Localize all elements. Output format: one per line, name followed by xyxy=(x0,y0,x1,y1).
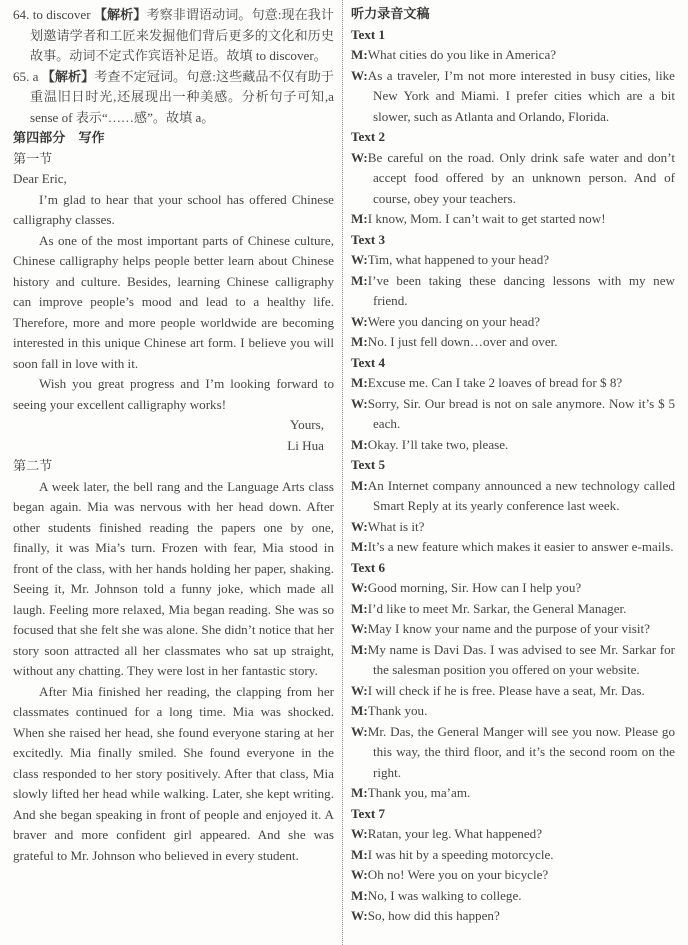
dialogue-text: I’ve been taking these dancing lessons with my new friend. xyxy=(367,272,675,308)
speaker-label: M: xyxy=(351,703,368,718)
speaker-label: W: xyxy=(351,67,368,83)
dialogue-text: Mr. Das, the General Manger will see you now. Please go this way, the third floor, and it’s the second room on the right. xyxy=(367,723,675,780)
dialogue-text: Ratan, your leg. What happened? xyxy=(367,826,543,841)
transcript-column xyxy=(342,0,688,945)
dialogue-line xyxy=(351,845,675,866)
speaker-label: W: xyxy=(351,621,368,636)
dialogue-line xyxy=(351,209,675,230)
speaker-label: M: xyxy=(351,211,368,226)
analysis-tag: 【解析】 xyxy=(41,68,95,84)
dialogue-line xyxy=(351,578,675,599)
dialogue-line xyxy=(351,865,675,886)
item-explanation: 考察非谓语动词。句意:现在我计划邀请学者和工匠来发掘他们背后更多的文化和历史故事。动词不定式作宾语补足语。故填 to discover。 xyxy=(30,7,335,63)
speaker-label: M: xyxy=(351,785,368,800)
speaker-label: M: xyxy=(351,641,368,657)
analysis-tag: 【解析】 xyxy=(93,7,147,22)
speaker-label: W: xyxy=(351,867,368,882)
speaker-label: M: xyxy=(351,477,368,493)
text-heading: Text 1 xyxy=(351,26,386,42)
dialogue-text: I was hit by a speeding motorcycle. xyxy=(367,846,554,862)
text-heading: Text 4 xyxy=(351,354,386,370)
speaker-label: M: xyxy=(351,539,368,554)
dialogue-text: No. I just fell down…over and over. xyxy=(367,334,558,349)
dialogue-text: Were you dancing on your head? xyxy=(367,313,541,329)
paragraph: As one of the most important parts of Chinese culture, Chinese calligraphy helps people better learn about Chinese history and culture. Besides, learning Chinese calligraphy can improve people’s mood and lead to a healthy life. Therefore, more and more people worldwide are becoming interested in this unique Chinese art form. I believe you will soon fall in love with it. xyxy=(13,232,334,371)
dialogue-text: Be careful on the road. Only drink safe water and don’t accept food offered by an unknown person. And of course, obey your teachers. xyxy=(367,149,675,206)
subsection-heading: 第一节 xyxy=(13,150,53,166)
answer-item xyxy=(13,67,334,129)
dialogue-line xyxy=(351,599,675,620)
speaker-label: M: xyxy=(351,846,368,862)
dialogue-text: I’d like to meet Mr. Sarkar, the General Manager. xyxy=(367,600,627,616)
speaker-label: M: xyxy=(351,272,368,288)
dialogue-line xyxy=(351,394,675,435)
dialogue-line xyxy=(351,373,675,394)
item-number: 64. xyxy=(13,7,33,22)
dialogue-line xyxy=(351,886,675,907)
speaker-label: M: xyxy=(351,375,368,390)
dialogue-text: May I know your name and the purpose of your visit? xyxy=(367,621,650,636)
text-heading: Text 6 xyxy=(351,559,386,575)
speaker-label: W: xyxy=(351,580,368,595)
speaker-label: W: xyxy=(351,723,368,739)
dialogue-text: Sorry, Sir. Our bread is not on sale anymore. Now it’s $ 5 each. xyxy=(367,395,675,431)
paragraph: I’m glad to hear that your school has offered Chinese calligraphy classes. xyxy=(13,191,334,227)
dialogue-text: I know, Mom. I can’t wait to get started now! xyxy=(367,211,606,226)
speaker-label: W: xyxy=(351,682,368,698)
text-heading: Text 7 xyxy=(351,805,386,821)
dialogue-line xyxy=(351,66,675,128)
dialogue-line xyxy=(351,332,675,353)
dialogue-line xyxy=(351,783,675,804)
dialogue-line xyxy=(351,312,675,333)
dialogue-line xyxy=(351,148,675,210)
item-explanation: 考查不定冠词。句意:这些藏品不仅有助于重温旧日时光,还展现出一种美感。分析句子可知,a sense of 表示“……感”。故填 a。 xyxy=(30,68,334,125)
dialogue-text: Good morning, Sir. How can I help you? xyxy=(367,580,582,595)
answers-column xyxy=(0,0,342,945)
dialogue-line xyxy=(351,640,675,681)
dialogue-text: Tim, what happened to your head? xyxy=(367,252,550,267)
dialogue-text: Thank you. xyxy=(367,703,428,718)
dialogue-line xyxy=(351,619,675,640)
transcript-title: 听力录音文稿 xyxy=(351,6,430,21)
speaker-label: W: xyxy=(351,908,368,923)
section-heading: 第四部分 写作 xyxy=(13,130,105,145)
dialogue-text: Excuse me. Can I take 2 loaves of bread for $ 8? xyxy=(367,375,623,390)
letter-signature: Yours, xyxy=(290,417,324,432)
paragraph: A week later, the bell rang and the Language Arts class began again. Mia was nervous with her head down. After other students finished reading the papers one by one, finally, it was Mia’s turn. Frozen with fear, Mia stood in front of the class, with her hands holding her paper, shaking. Seeing it, Mr. Johnson told a funny joke, which made all laugh. Feeling more relaxed, Mia began reading. She was so focused that she felt she was alone. She didn’t notice that her story soon attracted all her classmates who sat up straight, without any chatting. They were lost in her fantastic story. xyxy=(13,478,334,678)
dialogue-line xyxy=(351,722,675,784)
item-answer: to discover xyxy=(32,7,94,22)
dialogue-text: My name is Davi Das. I was advised to see Mr. Sarkar for the salesman position you offered on your website. xyxy=(367,641,675,677)
speaker-label: W: xyxy=(351,252,368,267)
dialogue-line xyxy=(351,906,675,927)
dialogue-text: An Internet company announced a new technology called Smart Reply at its yearly conference last week. xyxy=(367,477,675,513)
answer-item xyxy=(13,5,334,67)
paragraph: Wish you great progress and I’m looking forward to seeing your excellent calligraphy works! xyxy=(13,376,334,412)
speaker-label: M: xyxy=(351,600,368,616)
speaker-label: M: xyxy=(351,436,368,452)
text-heading: Text 3 xyxy=(351,231,386,247)
speaker-label: W: xyxy=(351,313,368,329)
item-number: 65. xyxy=(13,68,33,84)
dialogue-text: What is it? xyxy=(367,518,425,534)
speaker-label: M: xyxy=(351,887,368,903)
dialogue-line xyxy=(351,537,675,558)
dialogue-line xyxy=(351,250,675,271)
dialogue-text: Oh no! Were you on your bicycle? xyxy=(367,867,549,882)
dialogue-text: Thank you, ma’am. xyxy=(367,785,471,800)
speaker-label: W: xyxy=(351,518,368,534)
speaker-label: M: xyxy=(351,47,368,62)
item-answer: a xyxy=(32,68,42,84)
dialogue-line xyxy=(351,45,675,66)
dialogue-line xyxy=(351,435,675,456)
dialogue-line xyxy=(351,701,675,722)
letter-signature: Li Hua xyxy=(287,437,324,453)
text-heading: Text 5 xyxy=(351,457,386,472)
text-heading: Text 2 xyxy=(351,129,386,144)
dialogue-line xyxy=(351,681,675,702)
speaker-label: W: xyxy=(351,395,368,411)
dialogue-text: No, I was walking to college. xyxy=(367,887,522,903)
dialogue-text: It’s a new feature which makes it easier to answer e-mails. xyxy=(367,539,674,554)
dialogue-line xyxy=(351,517,675,538)
dialogue-text: So, how did this happen? xyxy=(367,908,500,923)
dialogue-line xyxy=(351,824,675,845)
paragraph: After Mia finished her reading, the clapping from her classmates continued for a long time. Mia was shocked. When she raised her head, she found everyone staring at her excitedly. Mia finally smiled. She found everyone in the class responded to her story positively. After that class, Mia slowly lifted her head while walking. Later, she kept writing. And she began speaking in front of people and enjoyed it. A braver and more confident girl appeared. And she was grateful to Mr. Johnson who believed in every student. xyxy=(13,683,334,863)
speaker-label: M: xyxy=(351,334,368,349)
speaker-label: W: xyxy=(351,826,368,841)
speaker-label: W: xyxy=(351,149,368,165)
letter-salutation: Dear Eric, xyxy=(13,171,67,186)
dialogue-text: I will check if he is free. Please have a seat, Mr. Das. xyxy=(367,682,645,698)
subsection-heading: 第二节 xyxy=(13,458,53,473)
dialogue-line xyxy=(351,476,675,517)
dialogue-line xyxy=(351,271,675,312)
dialogue-text: What cities do you like in America? xyxy=(367,47,557,62)
dialogue-text: Okay. I’ll take two, please. xyxy=(367,436,509,452)
dialogue-text: As a traveler, I’m not more interested in busy cities, like New York and Miami. I prefer cities which are a bit slower, such as Atlanta and Orlando, Florida. xyxy=(367,67,675,124)
